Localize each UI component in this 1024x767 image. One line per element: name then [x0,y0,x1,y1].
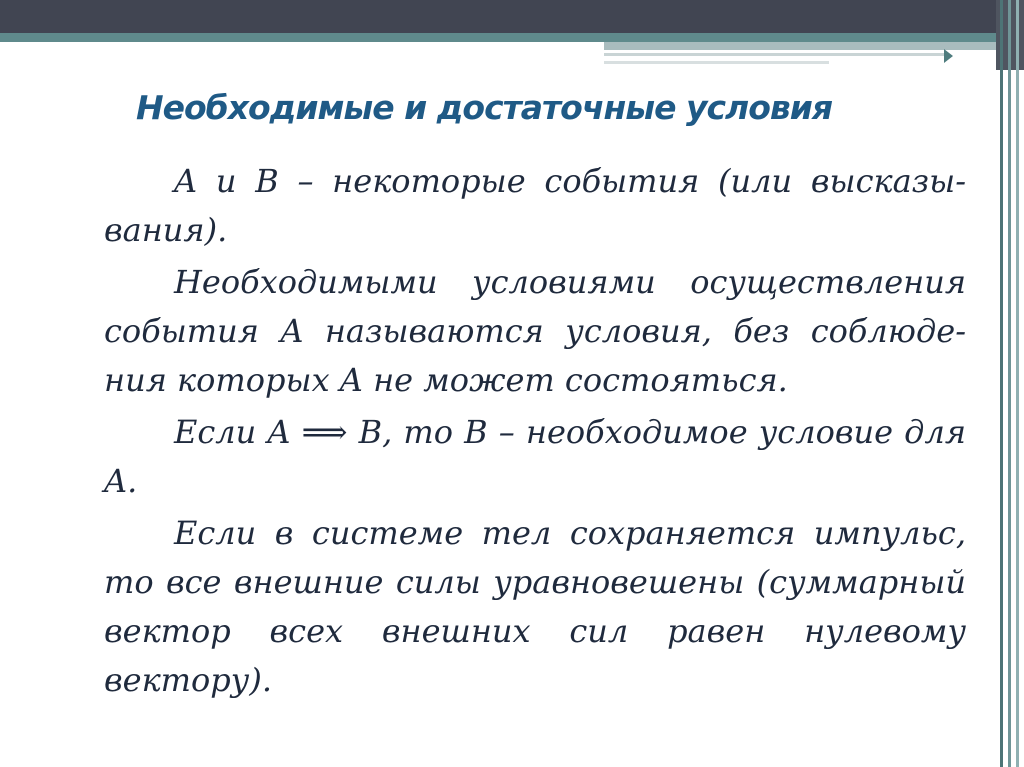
slide-body [104,157,966,708]
paragraph-example: Если в системе тел сохраняется импульс, то все внешние силы уравновешены (суммарный вектор всех внешних сил равен нулевому вектору). [104,514,966,699]
right-vertical-line [1008,0,1011,767]
header-light-band [604,42,1024,50]
header-accent-band [0,33,1024,42]
header-thin-stripe [604,53,949,56]
paragraph-implication: Если A ⟹ B, то B – необходимое условие для A. [104,413,966,500]
triangle-arrow-icon [944,49,953,63]
right-vertical-line [1000,0,1003,767]
slide-title: Необходимые и достаточные условия [136,88,833,127]
header-dark-bar [0,0,1024,33]
paragraph-events: A и B – некоторые события (или высказы-вания). [104,162,966,249]
paragraph-necessary-definition: Необходимыми условиями осуществления события A называются условия, без соблюде-ния которых A не может состояться. [104,263,966,399]
right-vertical-line [1016,0,1019,767]
header-thin-stripe-2 [604,61,829,64]
